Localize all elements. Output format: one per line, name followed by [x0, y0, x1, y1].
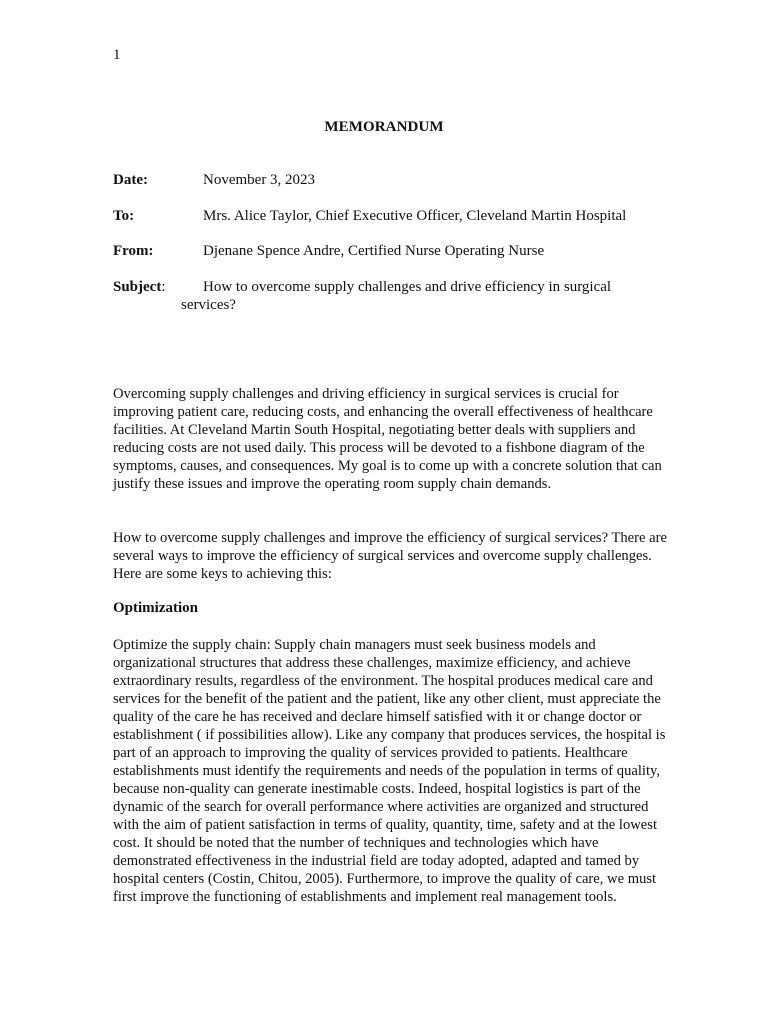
optimization-paragraph: Optimize the supply chain: Supply chain managers must seek business models and organizational structures that address these challenges, maximize efficiency, and achieve extraordinary results, regardless of the environment. The hospital produces medical care and services for the benefit of the patient and the patient, like any other client, must appreciate the quality of the care he has received and declare himself satisfied with it or change doctor or establishment ( if possibilities allow). Like any company that produces services, the hospital is part of an approach to improving the quality of services provided to patients. Healthcare establishments must identify the requirements and needs of the population in terms of quality, because non-quality can generate inestimable costs. Indeed, hospital logistics is part of the dynamic of the search for overall performance where activities are organized and structured with the aim of patient satisfaction in terms of quality, quantity, time, safety and at the lowest cost. It should be noted that the number of techniques and technologies which have demonstrated effectiveness in the industrial field are today adopted, adapted and tamed by hospital centers (Costin, Chitou, 2005). Furthermore, to improve the quality of care, we must first improve the functioning of establishments and implement real management tools.	[113, 637, 666, 905]
question-paragraph: How to overcome supply challenges and improve the efficiency of surgical services? There are several ways to improve the efficiency of surgical services and overcome supply challenges. Here are some keys to achieving this:	[113, 530, 667, 582]
subject-label-group	[113, 279, 166, 296]
subject-value-continued: services?	[181, 297, 236, 313]
intro-paragraph: Overcoming supply challenges and driving efficiency in surgical services is crucial for improving patient care, reducing costs, and enhancing the overall effectiveness of healthcare facilities. At Cleveland Martin South Hospital, negotiating better deals with suppliers and reducing costs are not used daily. This process will be devoted to a fishbone diagram of the symptoms, causes, and consequences. My goal is to come up with a concrete solution that can justify these issues and improve the operating room supply chain demands.	[113, 386, 662, 492]
from-value: Djenane Spence Andre, Certified Nurse Operating Nurse	[203, 243, 545, 259]
date-label: Date:	[113, 172, 148, 188]
section-heading-optimization: Optimization	[113, 600, 198, 616]
subject-colon: :	[161, 279, 166, 295]
memo-title: MEMORANDUM	[324, 119, 444, 135]
subject-label: Subject	[113, 279, 162, 295]
to-label: To:	[113, 208, 135, 224]
from-label: From:	[113, 243, 154, 259]
to-value: Mrs. Alice Taylor, Chief Executive Officer, Cleveland Martin Hospital	[203, 208, 627, 224]
page-number: 1	[113, 47, 121, 63]
date-value: November 3, 2023	[203, 172, 316, 188]
subject-value: How to overcome supply challenges and drive efficiency in surgical	[203, 279, 612, 295]
